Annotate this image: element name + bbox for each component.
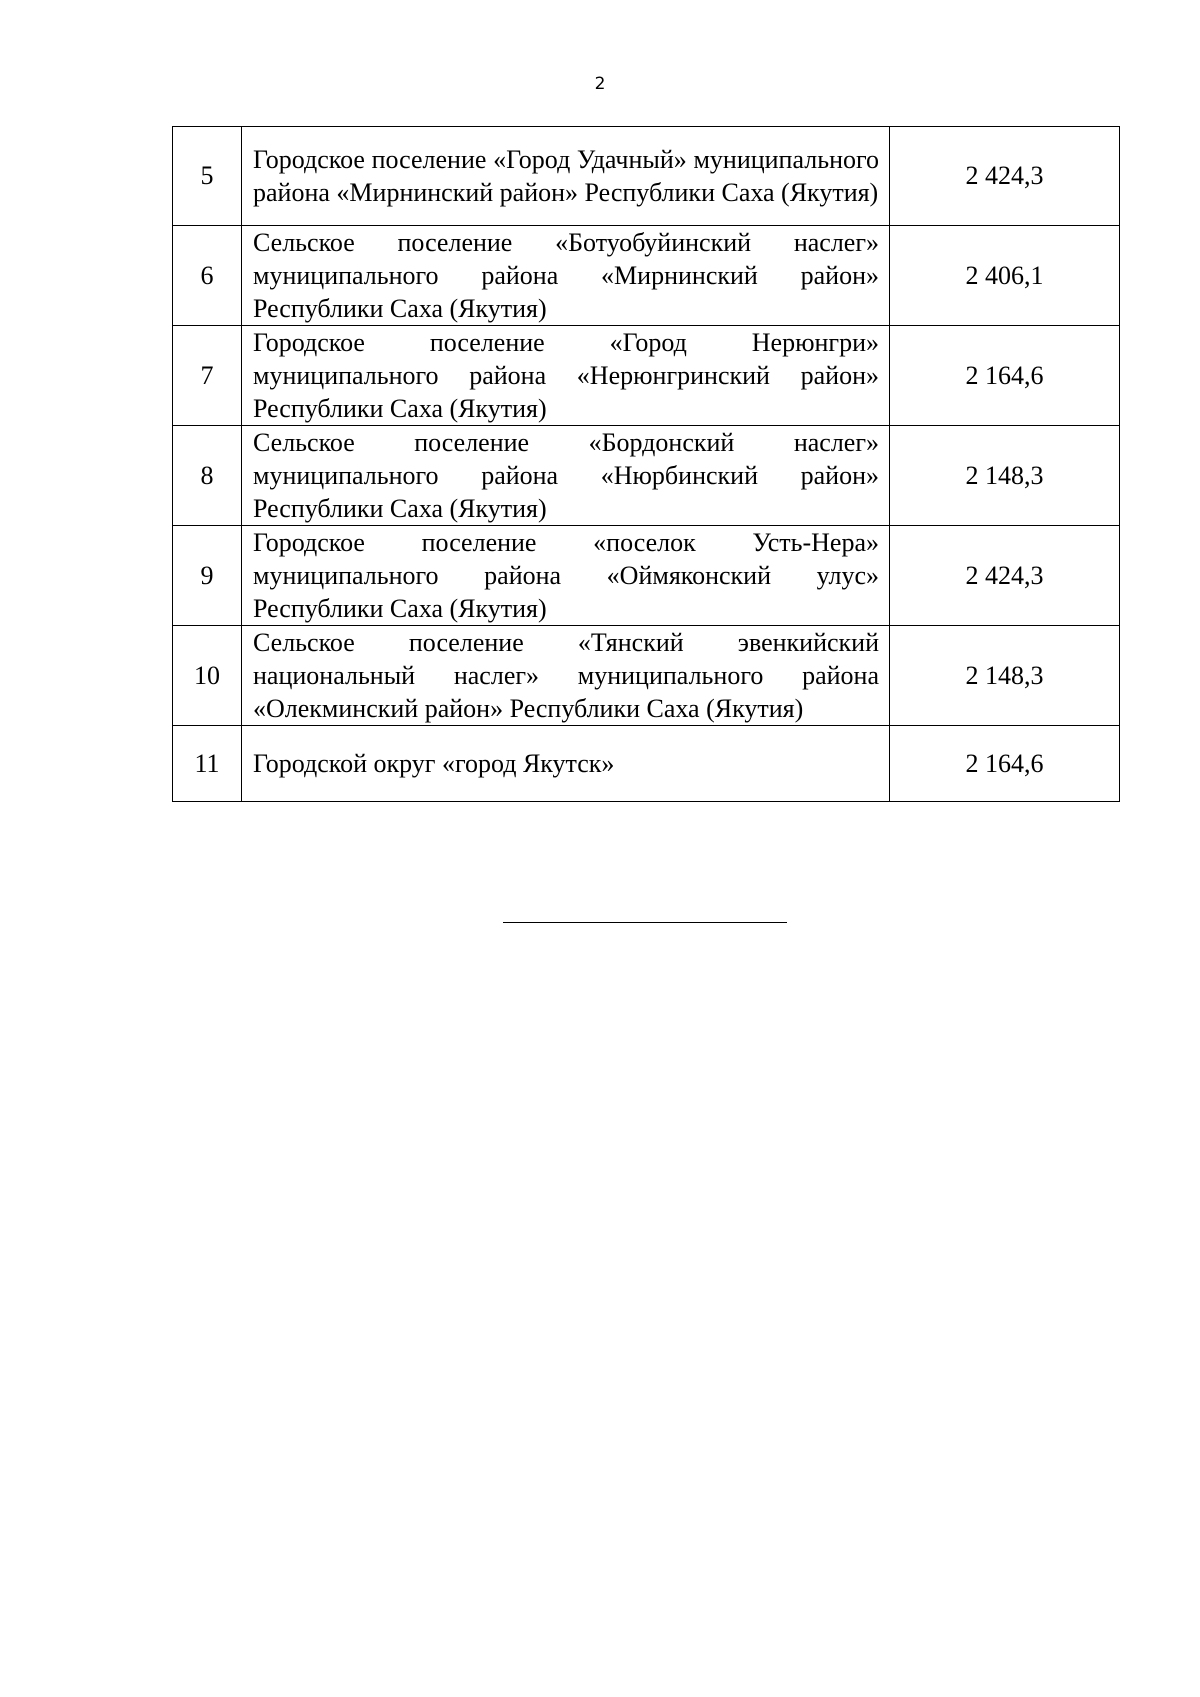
settlement-value: 2 148,3 bbox=[890, 626, 1120, 726]
settlements-table bbox=[172, 126, 1120, 802]
settlement-name bbox=[242, 226, 890, 326]
table-row bbox=[173, 127, 1120, 226]
settlement-name bbox=[242, 426, 890, 526]
settlement-value: 2 164,6 bbox=[890, 726, 1120, 802]
row-number: 5 bbox=[173, 127, 242, 226]
settlement-name-text: Сельское поселение «Ботуобуйинский наслег» муниципального района «Мирнинский район» Республики Саха (Якутия) bbox=[253, 228, 879, 323]
table-row bbox=[173, 626, 1120, 726]
row-number: 9 bbox=[173, 526, 242, 626]
settlement-name bbox=[242, 326, 890, 426]
settlement-name-text: Городское поселение «поселок Усть-Нера» муниципального района «Оймяконский улус» Республики Саха (Якутия) bbox=[253, 528, 879, 623]
settlement-value: 2 148,3 bbox=[890, 426, 1120, 526]
settlement-name bbox=[242, 127, 890, 226]
row-number: 7 bbox=[173, 326, 242, 426]
row-number: 10 bbox=[173, 626, 242, 726]
settlement-name bbox=[242, 626, 890, 726]
row-number: 11 bbox=[173, 726, 242, 802]
settlement-name bbox=[242, 726, 890, 802]
table-row bbox=[173, 326, 1120, 426]
page-number: 2 bbox=[594, 74, 606, 94]
settlement-name-text: Сельское поселение «Тянский эвенкийский национальный наслег» муниципального района «Олекминский район» Республики Саха (Якутия) bbox=[253, 628, 879, 723]
table-row bbox=[173, 726, 1120, 802]
row-number: 8 bbox=[173, 426, 242, 526]
settlement-name bbox=[242, 526, 890, 626]
settlement-name-text: Городское поселение «Город Удачный» муниципального района «Мирнинский район» Республики Саха (Якутия) bbox=[253, 145, 879, 207]
settlement-name-text: Сельское поселение «Бордонский наслег» муниципального района «Нюрбинский район» Республики Саха (Якутия) bbox=[253, 428, 879, 523]
settlement-value: 2 164,6 bbox=[890, 326, 1120, 426]
separator-line bbox=[503, 922, 787, 923]
table-row bbox=[173, 426, 1120, 526]
table-row bbox=[173, 526, 1120, 626]
settlement-value: 2 424,3 bbox=[890, 526, 1120, 626]
settlement-value: 2 406,1 bbox=[890, 226, 1120, 326]
row-number: 6 bbox=[173, 226, 242, 326]
table-row bbox=[173, 226, 1120, 326]
settlement-value: 2 424,3 bbox=[890, 127, 1120, 226]
settlement-name-text: Городское поселение «Город Нерюнгри» муниципального района «Нерюнгринский район» Республики Саха (Якутия) bbox=[253, 328, 879, 423]
settlement-name-text: Городской округ «город Якутск» bbox=[253, 749, 615, 778]
